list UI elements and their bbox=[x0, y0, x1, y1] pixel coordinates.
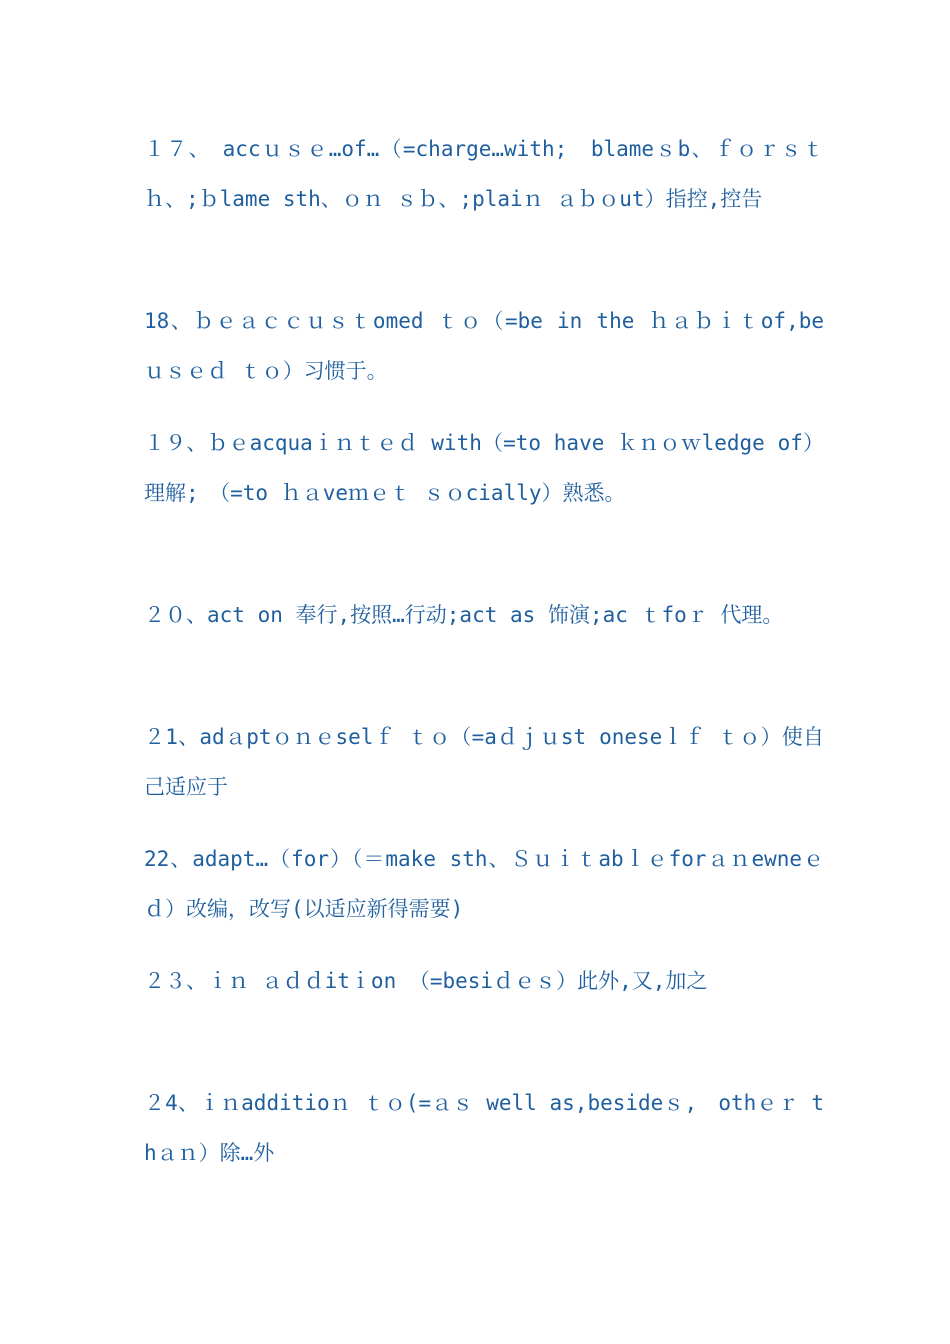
entry-22: 22、adapt…（for）（＝make sth、Ｓｕｉｔabｌｅforａｎewneｅｄ）改编，改写(以适应新得需要) bbox=[144, 847, 824, 921]
entry-23: ２３、ｉｎ ａｄｄitｉon （=besiｄｅｓ）此外,又,加之 bbox=[144, 969, 708, 993]
entry-21: ２1、adａptｏｎｅselｆ ｔｏ（=aｄｊｕst oneseｌｆ ｔｏ）使自己适应于 bbox=[144, 725, 824, 799]
entry-19: １９、ｂｅacquaｉｎｔｅｄ with（=to have ｋｎｏｗledge of）理解; （=to ｈａveｍｅｔ ｓｏcially）熟悉。 bbox=[144, 431, 824, 505]
entry-24: ２4、ｉｎadditioｎ ｔｏ(=ａｓ well as,besideｓ, othｅｒ thａｎ）除…外 bbox=[144, 1091, 824, 1165]
entry-20: ２０、act on 奉行,按照…行动;act as 饰演;ac ｔfoｒ 代理。 bbox=[144, 603, 784, 627]
entry-17: １７、 accｕｓｅ…of…（=charge…with; blameｓb、ｆｏｒｓｔｈ、;ｂlame sth、ｏｎ ｓｂ、;plaiｎ ａｂｏut）指控,控告 bbox=[144, 137, 824, 211]
entry-18: 18、ｂｅａｃｃｕｓｔomed ｔｏ（=be in the ｈａｂｉｔof,be ｕｓｅｄ ｔｏ）习惯于。 bbox=[144, 309, 837, 383]
